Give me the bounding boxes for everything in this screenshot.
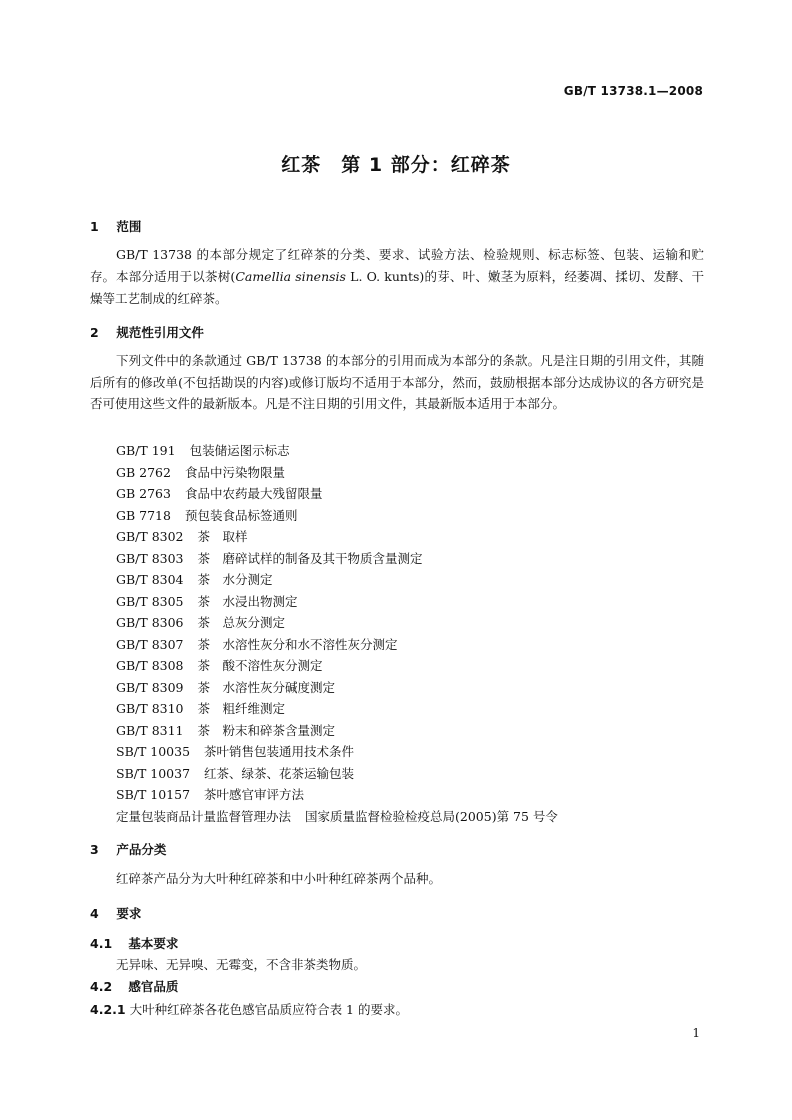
subsection-text: 大叶种红碎茶各花色感官品质应符合表 1 的要求。 [129,1002,408,1017]
reference-title: 茶叶销售包装通用技术条件 [204,744,355,759]
reference-title: 茶 总灰分测定 [197,615,286,630]
reference-title: 包装储运图示标志 [189,443,290,458]
reference-title: 茶 水浸出物测定 [197,593,298,609]
classification-paragraph: 红碎茶产品分为大叶种红碎茶和中小叶种红碎茶两个品种。 [116,871,442,886]
subsection-4-2-1 [90,1000,408,1018]
section-number: 1 [90,219,99,234]
section-number: 4 [90,906,99,921]
reference-item [116,634,558,656]
reference-code: GB/T 8308 [116,658,184,673]
reference-code: GB/T 8310 [116,701,184,716]
subsection-number: 4.1 [90,936,113,951]
reference-title: 茶 酸不溶性灰分测定 [197,658,323,673]
subsection-title: 感官品质 [128,979,179,994]
reference-title: 茶叶感官审评方法 [204,787,305,802]
reference-code: SB/T 10157 [116,787,191,802]
reference-code: 定量包装商品计量监督管理办法 [116,808,292,824]
reference-title: 茶 粗纤维测定 [197,701,286,716]
reference-item [116,655,558,677]
reference-code: GB 2763 [116,486,171,501]
reference-code: GB/T 8304 [116,572,184,587]
section-title: 要求 [116,906,142,921]
reference-item [116,677,558,699]
reference-code: GB/T 8305 [116,593,184,609]
reference-code: GB/T 8307 [116,636,184,652]
standard-code: GB/T 13738.1—2008 [563,84,703,98]
reference-code: SB/T 10037 [116,765,191,781]
reference-item [116,505,558,527]
reference-item [116,741,558,763]
section-title: 范围 [116,219,142,234]
reference-title: 食品中污染物限量 [184,464,285,480]
reference-item [116,548,558,570]
reference-code: GB/T 191 [116,443,176,458]
reference-title: 国家质量监督检验检疫总局(2005)第 75 号令 [305,808,558,824]
reference-title: 茶 水分测定 [197,572,273,587]
reference-title: 茶 粉末和碎茶含量测定 [197,722,336,738]
section-heading-classification [90,840,166,858]
section-number: 3 [90,842,99,857]
reference-item [116,569,558,591]
subsection-heading-sensory-quality [90,977,178,995]
section-heading-scope [90,217,141,235]
reference-title: 茶 磨碎试样的制备及其干物质含量测定 [197,550,423,566]
subsection-heading-basic-requirements [90,934,178,952]
scope-paragraph-2-prefix: 本部分适用于以茶树( [116,269,236,284]
subsection-number: 4.2.1 [90,1002,126,1017]
section-title: 规范性引用文件 [116,325,204,340]
reference-title: 预包装食品标签通则 [184,507,298,523]
reference-code: GB/T 8311 [116,722,184,738]
reference-title: 红茶、绿茶、花茶运输包装 [204,765,355,781]
reference-item [116,784,558,806]
reference-item [116,462,558,484]
reference-title: 茶 取样 [197,529,248,544]
page-title: 红茶 第 1 部分：红碎茶 [281,154,511,176]
reference-item [116,591,558,613]
basic-requirements-text: 无异味、无异嗅、无霉变，不含非茶类物质。 [116,957,367,972]
section-heading-requirements [90,904,141,922]
reference-title: 茶 水溶性灰分碱度测定 [197,679,336,695]
reference-title: 食品中农药最大残留限量 [184,486,323,501]
section-title: 产品分类 [116,842,167,857]
reference-item [116,698,558,720]
reference-code: GB/T 8306 [116,615,184,630]
section-heading-normative-references [90,323,204,341]
section-number: 2 [90,325,99,340]
reference-code: GB 2762 [116,464,171,480]
page-number: 1 [692,1026,700,1040]
reference-code: SB/T 10035 [116,744,191,759]
reference-code: GB/T 8303 [116,550,184,566]
normative-references-paragraph: 下列文件中的条款通过 GB/T 13738 的本部分的引用而成为本部分的条款。凡是注日期的引用文件，其随后所有的修改单(不包括勘误的内容)或修订版均不适用于本部分，然而，鼓励根据本部分达成协议的各方研究是否可使用这些文件的最新版本。凡是不注日期的引用文件，其最新版本适用于本部分。 [90,353,704,411]
reference-code: GB 7718 [116,507,171,523]
subsection-title: 基本要求 [128,936,179,951]
reference-item [116,440,558,462]
subsection-number: 4.2 [90,979,113,994]
scope-paragraph-2 [90,266,704,309]
reference-code: GB/T 8302 [116,529,184,544]
reference-item [116,526,558,548]
reference-title: 茶 水溶性灰分和水不溶性灰分测定 [197,636,398,652]
scope-paragraph-1: GB/T 13738 的本部分规定了红碎茶的分类、要求、试验方法、检验规则、标志标签、包装、运输和贮存。 [90,247,704,284]
reference-item [116,763,558,785]
reference-item [116,720,558,742]
reference-item [116,483,558,505]
reference-item [116,612,558,634]
scope-paragraph-2-suffix: L. O. kunts)的芽、叶、嫩茎为原料，经萎凋、揉切、发酵、干燥等工艺制成的红碎茶。 [90,269,704,306]
reference-code: GB/T 8309 [116,679,184,695]
reference-item [116,806,558,828]
reference-list [116,440,558,827]
scope-paragraph-2-latin: Camellia sinensis [235,269,346,284]
